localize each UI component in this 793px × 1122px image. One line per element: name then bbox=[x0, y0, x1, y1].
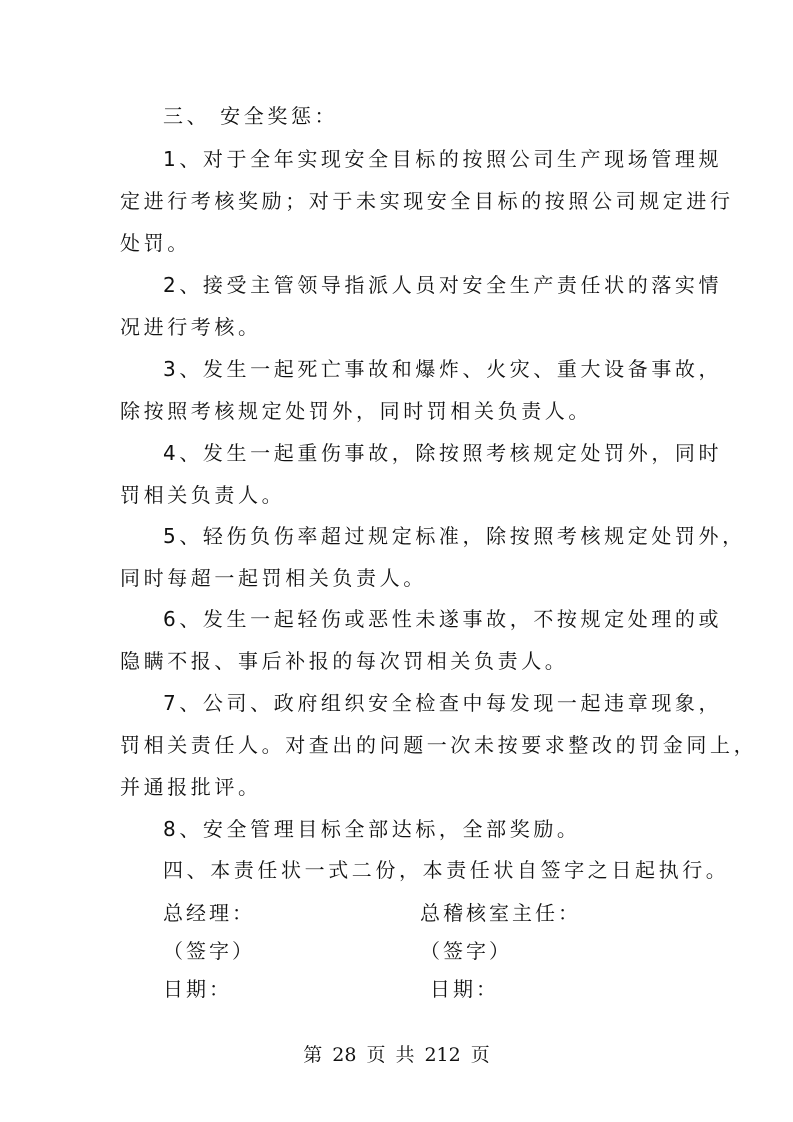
page-footer bbox=[0, 1042, 793, 1068]
item-7-line-2: 罚相关责任人。对查出的问题一次未按要求整改的罚金同上， bbox=[120, 733, 758, 757]
footer-total-pages: 212 bbox=[424, 1044, 461, 1066]
footer-ye-2: 页 bbox=[470, 1044, 490, 1066]
section-heading: 三、 安全奖惩： bbox=[163, 104, 339, 128]
item-4-line-1: 4、发生一起重伤事故，除按照考核规定处罚外，同时 bbox=[163, 441, 723, 465]
signature-right-date: 日期： bbox=[430, 977, 499, 1001]
item-6-line-1: 6、发生一起轻伤或恶性未遂事故，不按规定处理的或 bbox=[163, 607, 723, 631]
footer-gong: 共 bbox=[395, 1044, 415, 1066]
item-2-line-1: 2、接受主管领导指派人员对安全生产责任状的落实情 bbox=[163, 273, 723, 297]
signature-right-title: 总稽核室主任： bbox=[420, 901, 581, 925]
item-8-line-1: 8、安全管理目标全部达标，全部奖励。 bbox=[163, 817, 581, 841]
footer-ye-1: 页 bbox=[366, 1044, 386, 1066]
footer-page-number: 28 bbox=[332, 1044, 357, 1066]
item-3-line-1: 3、发生一起死亡事故和爆炸、火灾、重大设备事故， bbox=[163, 357, 723, 381]
item-1-line-1: 1、对于全年实现安全目标的按照公司生产现场管理规 bbox=[163, 147, 723, 171]
footer-di: 第 bbox=[303, 1044, 323, 1066]
item-6-line-2: 隐瞒不报、事后补报的每次罚相关负责人。 bbox=[120, 649, 569, 673]
item-7-line-1: 7、公司、政府组织安全检查中每发现一起违章现象， bbox=[163, 691, 723, 715]
closing-clause: 四、本责任状一式二份，本责任状自签字之日起执行。 bbox=[163, 858, 730, 882]
item-1-line-2: 定进行考核奖励；对于未实现安全目标的按照公司规定进行 bbox=[120, 189, 734, 213]
item-3-line-2: 除按照考核规定处罚外，同时罚相关负责人。 bbox=[120, 399, 592, 423]
item-7-line-3: 并通报批评。 bbox=[120, 775, 262, 799]
item-5-line-1: 5、轻伤负伤率超过规定标准，除按照考核规定处罚外， bbox=[163, 524, 746, 548]
signature-right-sign: （签字） bbox=[420, 939, 512, 963]
item-5-line-2: 同时每超一起罚相关负责人。 bbox=[120, 566, 427, 590]
item-1-line-3: 处罚。 bbox=[120, 231, 191, 255]
item-2-line-2: 况进行考核。 bbox=[120, 315, 262, 339]
item-4-line-2: 罚相关负责人。 bbox=[120, 483, 286, 507]
signature-left-sign: （签字） bbox=[163, 939, 255, 963]
signature-left-title: 总经理： bbox=[163, 901, 255, 925]
signature-left-date: 日期： bbox=[163, 977, 232, 1001]
